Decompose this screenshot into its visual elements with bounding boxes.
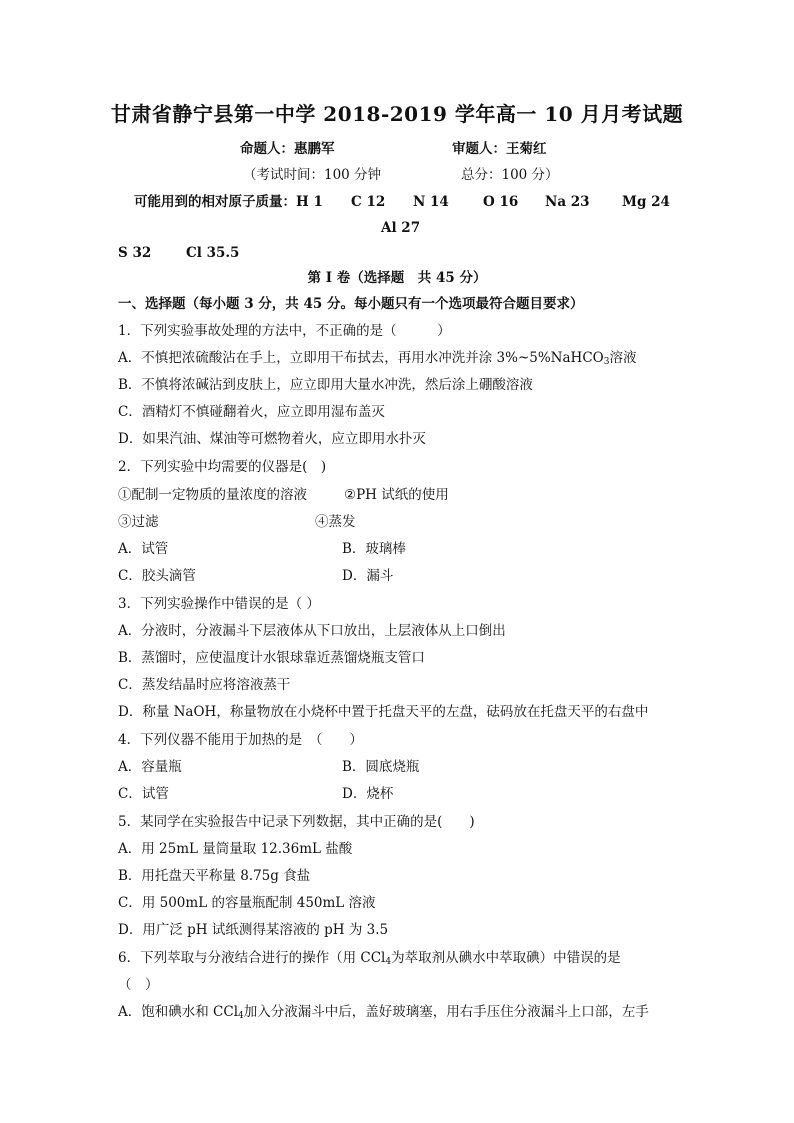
- q1-option-c: C．酒精灯不慎碰翻着火，应立即用湿布盖灭: [118, 404, 385, 420]
- q2-option-a: A．试管: [118, 541, 169, 557]
- q2-option-c: C．胶头滴管: [118, 568, 196, 584]
- q4-stem: 4．下列仪器不能用于加热的是 （ ）: [118, 732, 363, 748]
- atomic-mass-s: S 32: [118, 245, 152, 261]
- q2-item-3: ③过滤: [118, 514, 159, 530]
- q3-option-c: C．蒸发结晶时应将溶液蒸干: [118, 677, 291, 693]
- exam-title: 甘肃省静宁县第一中学 2018-2019 学年高一 10 月月考试题: [110, 102, 684, 126]
- q2-option-b: B．玻璃棒: [342, 541, 406, 557]
- q4-option-b: B．圆底烧瓶: [342, 759, 420, 775]
- q2-item-1: ①配制一定物质的量浓度的溶液: [118, 487, 307, 503]
- q5-stem: 5．某同学在实验报告中记录下列数据，其中正确的是( ): [118, 814, 475, 830]
- atomic-mass-na: Na 23: [545, 194, 590, 210]
- atomic-mass-mg: Mg 24: [622, 194, 670, 210]
- reviewer-line: 审题人：王菊红: [452, 141, 547, 157]
- q4-option-a: A．容量瓶: [118, 759, 182, 775]
- q3-option-b: B．蒸馏时，应使温度计水银球靠近蒸馏烧瓶支管口: [118, 650, 425, 666]
- q4-option-d: D．烧杯: [342, 786, 394, 802]
- q2-item-2: ②PH 试纸的使用: [344, 487, 449, 503]
- atomic-mass-c: C 12: [351, 194, 386, 210]
- q3-option-a: A．分液时，分液漏斗下层液体从下口放出，上层液体从上口倒出: [118, 623, 506, 639]
- q5-option-c: C．用 500mL 的容量瓶配制 450mL 溶液: [118, 895, 376, 911]
- exam-time: （考试时间：100 分钟: [243, 167, 382, 183]
- total-score: 总分：100 分）: [461, 167, 559, 183]
- author-line: 命题人：惠鹏军: [240, 141, 335, 157]
- q1-stem: 1．下列实验事故处理的方法中，不正确的是（ ）: [118, 323, 451, 339]
- q2-option-d: D．漏斗: [342, 568, 394, 584]
- section-instruction: 一、选择题（每小题 3 分，共 45 分。每小题只有一个选项最符合题目要求）: [118, 296, 584, 312]
- q6-option-a: A．饱和碘水和 CCl$_4$加入分液漏斗中后，盖好玻璃塞，用右手压住分液漏斗上口部，左手: [118, 1004, 649, 1021]
- q5-option-b: B．用托盘天平称量 8.75g 食盐: [118, 868, 311, 884]
- q1-option-d: D．如果汽油、煤油等可燃物着火，应立即用水扑灭: [118, 431, 426, 447]
- q1-option-a: A．不慎把浓硫酸沾在手上，立即用干布拭去，再用水冲洗并涂 3%~5%NaHCO$_3$溶液: [118, 350, 637, 367]
- atomic-mass-o: O 16: [483, 194, 519, 210]
- q6-stem: 6．下列萃取与分液结合进行的操作（用 CCl$_4$为萃取剂从碘水中萃取碘）中错误的是: [118, 950, 621, 967]
- q3-stem: 3．下列实验操作中错误的是（ ）: [118, 596, 320, 612]
- q6-stem-continued: （ ）: [118, 977, 159, 993]
- atomic-mass-cl: Cl 35.5: [186, 245, 240, 261]
- q3-option-d: D．称量 NaOH，称量物放在小烧杯中置于托盘天平的左盘，砝码放在托盘天平的右盘中: [118, 704, 649, 720]
- atomic-mass-n: N 14: [413, 194, 449, 210]
- q2-item-4: ④蒸发: [315, 514, 356, 530]
- atomic-mass-label: 可能用到的相对原子质量：H 1: [134, 194, 323, 210]
- volume-title: 第 I 卷（选择题 共 45 分）: [307, 270, 487, 286]
- q4-option-c: C．试管: [118, 786, 169, 802]
- q1-option-b: B．不慎将浓碱沾到皮肤上，应立即用大量水冲洗，然后涂上硼酸溶液: [118, 377, 533, 393]
- atomic-mass-al: Al 27: [381, 220, 421, 236]
- q5-option-d: D．用广泛 pH 试纸测得某溶液的 pH 为 3.5: [118, 922, 389, 938]
- q5-option-a: A．用 25mL 量筒量取 12.36mL 盐酸: [118, 841, 353, 857]
- q2-stem: 2．下列实验中均需要的仪器是( ): [118, 459, 327, 475]
